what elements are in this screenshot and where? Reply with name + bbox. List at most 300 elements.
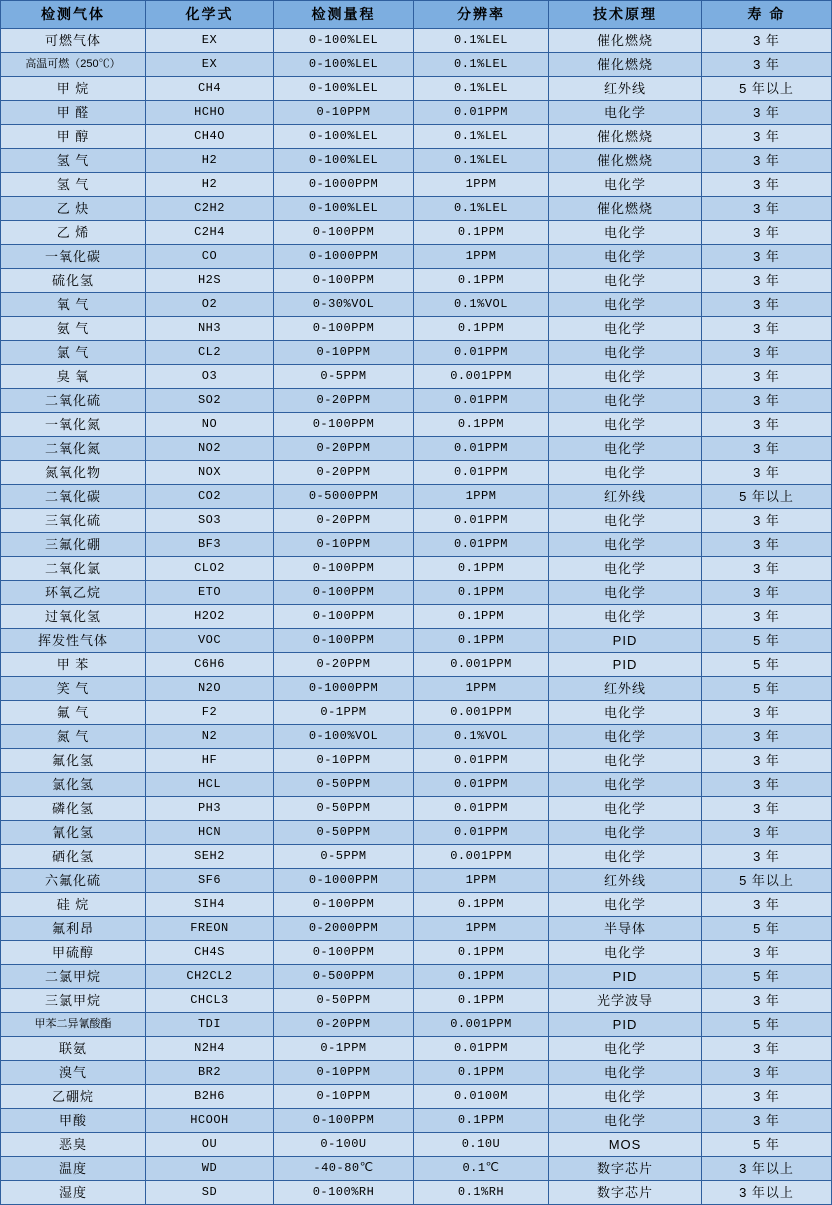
cell-lifetime: 3 年 (702, 605, 832, 629)
cell-gas-name: 甲硫醇 (1, 941, 146, 965)
cell-chemical-formula: OU (146, 1133, 274, 1157)
cell-chemical-formula: N2H4 (146, 1037, 274, 1061)
cell-detection-range: 0-100%LEL (274, 149, 414, 173)
cell-resolution: 0.1%LEL (414, 77, 549, 101)
cell-gas-name: 温度 (1, 1157, 146, 1181)
cell-resolution: 0.10U (414, 1133, 549, 1157)
cell-resolution: 0.1%LEL (414, 125, 549, 149)
cell-chemical-formula: CO (146, 245, 274, 269)
cell-gas-name: 甲 烷 (1, 77, 146, 101)
cell-detection-range: 0-20PPM (274, 653, 414, 677)
cell-resolution: 0.1PPM (414, 629, 549, 653)
cell-technical-principle: PID (549, 1013, 702, 1037)
cell-technical-principle: 电化学 (549, 581, 702, 605)
cell-detection-range: 0-100%LEL (274, 125, 414, 149)
cell-technical-principle: 催化燃烧 (549, 149, 702, 173)
cell-detection-range: 0-100PPM (274, 941, 414, 965)
cell-lifetime: 3 年 (702, 437, 832, 461)
cell-lifetime: 3 年 (702, 581, 832, 605)
cell-chemical-formula: C2H4 (146, 221, 274, 245)
cell-detection-range: 0-5000PPM (274, 485, 414, 509)
cell-lifetime: 3 年以上 (702, 1181, 832, 1205)
cell-gas-name: 甲 醇 (1, 125, 146, 149)
table-row (1, 29, 832, 53)
cell-lifetime: 3 年 (702, 245, 832, 269)
cell-detection-range: 0-20PPM (274, 437, 414, 461)
cell-gas-name: 三氯甲烷 (1, 989, 146, 1013)
cell-gas-name: 氟利昂 (1, 917, 146, 941)
cell-gas-name: 六氟化硫 (1, 869, 146, 893)
cell-lifetime: 3 年 (702, 293, 832, 317)
cell-lifetime: 3 年以上 (702, 1157, 832, 1181)
cell-gas-name: 氮氧化物 (1, 461, 146, 485)
cell-gas-name: 硫化氢 (1, 269, 146, 293)
cell-resolution: 1PPM (414, 173, 549, 197)
cell-technical-principle: 电化学 (549, 365, 702, 389)
cell-detection-range: 0-30%VOL (274, 293, 414, 317)
table-row (1, 1109, 832, 1133)
cell-gas-name: 氧 气 (1, 293, 146, 317)
cell-chemical-formula: HCL (146, 773, 274, 797)
cell-lifetime: 5 年 (702, 677, 832, 701)
cell-resolution: 0.1PPM (414, 269, 549, 293)
cell-chemical-formula: NOX (146, 461, 274, 485)
table-row (1, 845, 832, 869)
cell-gas-name: 氢 气 (1, 173, 146, 197)
cell-gas-name: 一氧化碳 (1, 245, 146, 269)
cell-detection-range: 0-100PPM (274, 221, 414, 245)
cell-lifetime: 3 年 (702, 29, 832, 53)
cell-resolution: 0.01PPM (414, 341, 549, 365)
cell-technical-principle: 电化学 (549, 269, 702, 293)
cell-lifetime: 3 年 (702, 533, 832, 557)
table-row (1, 773, 832, 797)
cell-technical-principle: 电化学 (549, 749, 702, 773)
cell-chemical-formula: HF (146, 749, 274, 773)
cell-gas-name: 氨 气 (1, 317, 146, 341)
table-row (1, 1037, 832, 1061)
cell-resolution: 0.01PPM (414, 533, 549, 557)
cell-resolution: 0.1PPM (414, 317, 549, 341)
cell-gas-name: 臭 氧 (1, 365, 146, 389)
table-row (1, 989, 832, 1013)
table-row (1, 749, 832, 773)
table-row (1, 221, 832, 245)
cell-detection-range: 0-100%LEL (274, 29, 414, 53)
cell-gas-name: 甲 醛 (1, 101, 146, 125)
cell-technical-principle: 电化学 (549, 461, 702, 485)
cell-chemical-formula: CH4 (146, 77, 274, 101)
cell-detection-range: 0-100PPM (274, 581, 414, 605)
table-row (1, 413, 832, 437)
table-row (1, 197, 832, 221)
cell-detection-range: 0-100U (274, 1133, 414, 1157)
cell-technical-principle: 电化学 (549, 557, 702, 581)
cell-resolution: 0.1%RH (414, 1181, 549, 1205)
table-body (1, 29, 832, 1205)
cell-detection-range: 0-20PPM (274, 509, 414, 533)
cell-technical-principle: 电化学 (549, 1085, 702, 1109)
cell-gas-name: 氯化氢 (1, 773, 146, 797)
cell-detection-range: 0-50PPM (274, 821, 414, 845)
cell-resolution: 0.01PPM (414, 437, 549, 461)
cell-gas-name: 二氧化氯 (1, 557, 146, 581)
cell-lifetime: 3 年 (702, 941, 832, 965)
cell-technical-principle: 电化学 (549, 245, 702, 269)
cell-lifetime: 5 年以上 (702, 869, 832, 893)
cell-resolution: 0.1PPM (414, 989, 549, 1013)
cell-lifetime: 3 年 (702, 701, 832, 725)
cell-technical-principle: 电化学 (549, 221, 702, 245)
cell-chemical-formula: TDI (146, 1013, 274, 1037)
cell-chemical-formula: CHCL3 (146, 989, 274, 1013)
table-row (1, 797, 832, 821)
cell-resolution: 0.1PPM (414, 1109, 549, 1133)
cell-lifetime: 3 年 (702, 101, 832, 125)
cell-lifetime: 3 年 (702, 197, 832, 221)
cell-lifetime: 3 年 (702, 1037, 832, 1061)
cell-gas-name: 氮 气 (1, 725, 146, 749)
cell-technical-principle: 电化学 (549, 389, 702, 413)
cell-chemical-formula: SIH4 (146, 893, 274, 917)
cell-lifetime: 3 年 (702, 989, 832, 1013)
cell-resolution: 0.01PPM (414, 821, 549, 845)
table-row (1, 389, 832, 413)
cell-lifetime: 3 年 (702, 557, 832, 581)
cell-chemical-formula: CLO2 (146, 557, 274, 581)
cell-gas-name: 溴气 (1, 1061, 146, 1085)
cell-resolution: 0.1%LEL (414, 197, 549, 221)
cell-gas-name: 一氧化氮 (1, 413, 146, 437)
table-row (1, 1013, 832, 1037)
cell-detection-range: 0-100PPM (274, 605, 414, 629)
cell-detection-range: 0-100PPM (274, 269, 414, 293)
cell-detection-range: 0-50PPM (274, 989, 414, 1013)
cell-technical-principle: 催化燃烧 (549, 29, 702, 53)
cell-chemical-formula: O3 (146, 365, 274, 389)
cell-technical-principle: PID (549, 653, 702, 677)
table-row (1, 557, 832, 581)
cell-resolution: 0.001PPM (414, 365, 549, 389)
cell-chemical-formula: H2O2 (146, 605, 274, 629)
cell-technical-principle: 红外线 (549, 77, 702, 101)
cell-technical-principle: 光学波导 (549, 989, 702, 1013)
cell-lifetime: 3 年 (702, 725, 832, 749)
cell-detection-range: 0-100PPM (274, 1109, 414, 1133)
cell-chemical-formula: CH4O (146, 125, 274, 149)
cell-detection-range: 0-10PPM (274, 1085, 414, 1109)
table-row (1, 1085, 832, 1109)
cell-technical-principle: 电化学 (549, 413, 702, 437)
cell-technical-principle: 数字芯片 (549, 1157, 702, 1181)
table-row (1, 821, 832, 845)
cell-chemical-formula: C6H6 (146, 653, 274, 677)
cell-technical-principle: 电化学 (549, 173, 702, 197)
cell-technical-principle: 电化学 (549, 797, 702, 821)
cell-chemical-formula: C2H2 (146, 197, 274, 221)
cell-gas-name: 高温可燃（250℃） (1, 53, 146, 77)
table-row (1, 1061, 832, 1085)
cell-chemical-formula: VOC (146, 629, 274, 653)
cell-chemical-formula: BR2 (146, 1061, 274, 1085)
cell-resolution: 0.01PPM (414, 101, 549, 125)
cell-detection-range: 0-100%VOL (274, 725, 414, 749)
cell-chemical-formula: PH3 (146, 797, 274, 821)
cell-chemical-formula: HCN (146, 821, 274, 845)
cell-detection-range: 0-1000PPM (274, 173, 414, 197)
cell-chemical-formula: H2 (146, 149, 274, 173)
cell-chemical-formula: EX (146, 29, 274, 53)
cell-lifetime: 3 年 (702, 461, 832, 485)
cell-technical-principle: 催化燃烧 (549, 197, 702, 221)
cell-resolution: 0.01PPM (414, 1037, 549, 1061)
table-row (1, 869, 832, 893)
table-row (1, 581, 832, 605)
cell-technical-principle: 电化学 (549, 1109, 702, 1133)
table-row (1, 965, 832, 989)
cell-chemical-formula: HCHO (146, 101, 274, 125)
cell-resolution: 0.1%VOL (414, 293, 549, 317)
column-header-gas-name: 检测气体 (1, 1, 146, 29)
cell-gas-name: 磷化氢 (1, 797, 146, 821)
cell-technical-principle: 催化燃烧 (549, 53, 702, 77)
table-row (1, 485, 832, 509)
cell-detection-range: 0-100PPM (274, 317, 414, 341)
cell-gas-name: 三氧化硫 (1, 509, 146, 533)
cell-lifetime: 5 年 (702, 917, 832, 941)
table-row (1, 101, 832, 125)
cell-resolution: 0.001PPM (414, 653, 549, 677)
cell-resolution: 0.001PPM (414, 845, 549, 869)
cell-lifetime: 5 年 (702, 1013, 832, 1037)
table-row (1, 533, 832, 557)
cell-technical-principle: 电化学 (549, 509, 702, 533)
column-header-principle: 技术原理 (549, 1, 702, 29)
cell-lifetime: 5 年 (702, 629, 832, 653)
cell-gas-name: 乙 炔 (1, 197, 146, 221)
cell-detection-range: 0-500PPM (274, 965, 414, 989)
cell-chemical-formula: SEH2 (146, 845, 274, 869)
cell-detection-range: 0-10PPM (274, 749, 414, 773)
cell-detection-range: 0-100%LEL (274, 197, 414, 221)
table-row (1, 917, 832, 941)
cell-detection-range: 0-10PPM (274, 533, 414, 557)
cell-gas-name: 氟 气 (1, 701, 146, 725)
cell-chemical-formula: BF3 (146, 533, 274, 557)
cell-chemical-formula: O2 (146, 293, 274, 317)
cell-chemical-formula: NO (146, 413, 274, 437)
cell-detection-range: 0-20PPM (274, 1013, 414, 1037)
cell-technical-principle: 电化学 (549, 1061, 702, 1085)
cell-lifetime: 3 年 (702, 821, 832, 845)
cell-resolution: 0.1%LEL (414, 29, 549, 53)
table-row (1, 293, 832, 317)
cell-technical-principle: 电化学 (549, 821, 702, 845)
cell-detection-range: 0-20PPM (274, 389, 414, 413)
cell-gas-name: 可燃气体 (1, 29, 146, 53)
cell-technical-principle: 红外线 (549, 485, 702, 509)
cell-detection-range: 0-50PPM (274, 797, 414, 821)
cell-chemical-formula: HCOOH (146, 1109, 274, 1133)
cell-resolution: 0.1℃ (414, 1157, 549, 1181)
cell-resolution: 0.01PPM (414, 749, 549, 773)
cell-technical-principle: 电化学 (549, 893, 702, 917)
cell-chemical-formula: H2 (146, 173, 274, 197)
table-row (1, 653, 832, 677)
cell-gas-name: 硅 烷 (1, 893, 146, 917)
cell-gas-name: 乙 烯 (1, 221, 146, 245)
cell-resolution: 0.1PPM (414, 893, 549, 917)
cell-gas-name: 过氧化氢 (1, 605, 146, 629)
cell-technical-principle: 电化学 (549, 101, 702, 125)
cell-chemical-formula: H2S (146, 269, 274, 293)
cell-lifetime: 3 年 (702, 317, 832, 341)
cell-detection-range: 0-20PPM (274, 461, 414, 485)
cell-gas-name: 环氧乙烷 (1, 581, 146, 605)
cell-detection-range: 0-100%LEL (274, 53, 414, 77)
cell-resolution: 0.01PPM (414, 797, 549, 821)
cell-technical-principle: 电化学 (549, 845, 702, 869)
cell-technical-principle: 半导体 (549, 917, 702, 941)
table-row (1, 269, 832, 293)
cell-resolution: 0.1PPM (414, 221, 549, 245)
cell-detection-range: 0-5PPM (274, 845, 414, 869)
cell-detection-range: 0-1000PPM (274, 677, 414, 701)
cell-resolution: 1PPM (414, 677, 549, 701)
cell-detection-range: 0-1000PPM (274, 245, 414, 269)
cell-technical-principle: 电化学 (549, 293, 702, 317)
cell-chemical-formula: SF6 (146, 869, 274, 893)
table-row (1, 701, 832, 725)
cell-gas-name: 氟化氢 (1, 749, 146, 773)
cell-gas-name: 二氧化碳 (1, 485, 146, 509)
cell-detection-range: 0-100%LEL (274, 77, 414, 101)
cell-resolution: 0.1%VOL (414, 725, 549, 749)
cell-technical-principle: MOS (549, 1133, 702, 1157)
table-row (1, 941, 832, 965)
cell-chemical-formula: N2O (146, 677, 274, 701)
header-row (1, 1, 832, 29)
table-row (1, 605, 832, 629)
table-row (1, 365, 832, 389)
cell-lifetime: 3 年 (702, 797, 832, 821)
cell-lifetime: 3 年 (702, 365, 832, 389)
cell-lifetime: 3 年 (702, 173, 832, 197)
cell-resolution: 0.01PPM (414, 389, 549, 413)
cell-lifetime: 5 年 (702, 1133, 832, 1157)
table-row (1, 1157, 832, 1181)
cell-technical-principle: 红外线 (549, 677, 702, 701)
cell-technical-principle: 数字芯片 (549, 1181, 702, 1205)
cell-gas-name: 挥发性气体 (1, 629, 146, 653)
cell-gas-name: 二氧化氮 (1, 437, 146, 461)
table-row (1, 677, 832, 701)
cell-technical-principle: 电化学 (549, 437, 702, 461)
table-row (1, 245, 832, 269)
cell-chemical-formula: CL2 (146, 341, 274, 365)
cell-detection-range: 0-10PPM (274, 341, 414, 365)
cell-lifetime: 3 年 (702, 53, 832, 77)
cell-lifetime: 5 年 (702, 965, 832, 989)
cell-lifetime: 3 年 (702, 773, 832, 797)
cell-lifetime: 3 年 (702, 1061, 832, 1085)
cell-resolution: 1PPM (414, 485, 549, 509)
cell-lifetime: 3 年 (702, 749, 832, 773)
cell-lifetime: 3 年 (702, 413, 832, 437)
cell-gas-name: 氰化氢 (1, 821, 146, 845)
cell-lifetime: 3 年 (702, 509, 832, 533)
cell-chemical-formula: WD (146, 1157, 274, 1181)
column-header-range: 检测量程 (274, 1, 414, 29)
cell-resolution: 1PPM (414, 869, 549, 893)
column-header-formula: 化学式 (146, 1, 274, 29)
cell-lifetime: 3 年 (702, 389, 832, 413)
cell-resolution: 0.1PPM (414, 965, 549, 989)
cell-detection-range: 0-2000PPM (274, 917, 414, 941)
cell-gas-name: 三氟化硼 (1, 533, 146, 557)
cell-gas-name: 甲酸 (1, 1109, 146, 1133)
cell-technical-principle: 电化学 (549, 341, 702, 365)
table-row (1, 53, 832, 77)
cell-lifetime: 3 年 (702, 269, 832, 293)
cell-lifetime: 3 年 (702, 125, 832, 149)
table-row (1, 149, 832, 173)
cell-detection-range: 0-100PPM (274, 629, 414, 653)
cell-lifetime: 5 年以上 (702, 485, 832, 509)
cell-chemical-formula: B2H6 (146, 1085, 274, 1109)
cell-technical-principle: 催化燃烧 (549, 125, 702, 149)
cell-resolution: 0.1%LEL (414, 53, 549, 77)
cell-chemical-formula: NO2 (146, 437, 274, 461)
table-row (1, 509, 832, 533)
cell-resolution: 0.01PPM (414, 461, 549, 485)
cell-resolution: 0.1PPM (414, 1061, 549, 1085)
cell-resolution: 0.1PPM (414, 557, 549, 581)
table-row (1, 1133, 832, 1157)
cell-lifetime: 5 年 (702, 653, 832, 677)
cell-resolution: 0.01PPM (414, 773, 549, 797)
cell-technical-principle: 电化学 (549, 533, 702, 557)
cell-detection-range: 0-1PPM (274, 1037, 414, 1061)
cell-gas-name: 氢 气 (1, 149, 146, 173)
cell-resolution: 0.0100M (414, 1085, 549, 1109)
cell-resolution: 0.1PPM (414, 413, 549, 437)
cell-detection-range: 0-100PPM (274, 413, 414, 437)
cell-detection-range: -40-80℃ (274, 1157, 414, 1181)
cell-detection-range: 0-1000PPM (274, 869, 414, 893)
column-header-lifetime: 寿 命 (702, 1, 832, 29)
cell-lifetime: 3 年 (702, 341, 832, 365)
table-row (1, 1181, 832, 1205)
cell-chemical-formula: FREON (146, 917, 274, 941)
cell-technical-principle: 电化学 (549, 605, 702, 629)
cell-detection-range: 0-10PPM (274, 101, 414, 125)
table-row (1, 125, 832, 149)
cell-resolution: 1PPM (414, 245, 549, 269)
cell-resolution: 0.1PPM (414, 581, 549, 605)
cell-chemical-formula: CH4S (146, 941, 274, 965)
cell-technical-principle: 电化学 (549, 725, 702, 749)
cell-chemical-formula: F2 (146, 701, 274, 725)
cell-gas-name: 乙硼烷 (1, 1085, 146, 1109)
cell-gas-name: 二氯甲烷 (1, 965, 146, 989)
cell-detection-range: 0-5PPM (274, 365, 414, 389)
cell-resolution: 0.1PPM (414, 941, 549, 965)
cell-gas-name: 硒化氢 (1, 845, 146, 869)
cell-detection-range: 0-1PPM (274, 701, 414, 725)
cell-lifetime: 3 年 (702, 845, 832, 869)
cell-chemical-formula: SO2 (146, 389, 274, 413)
